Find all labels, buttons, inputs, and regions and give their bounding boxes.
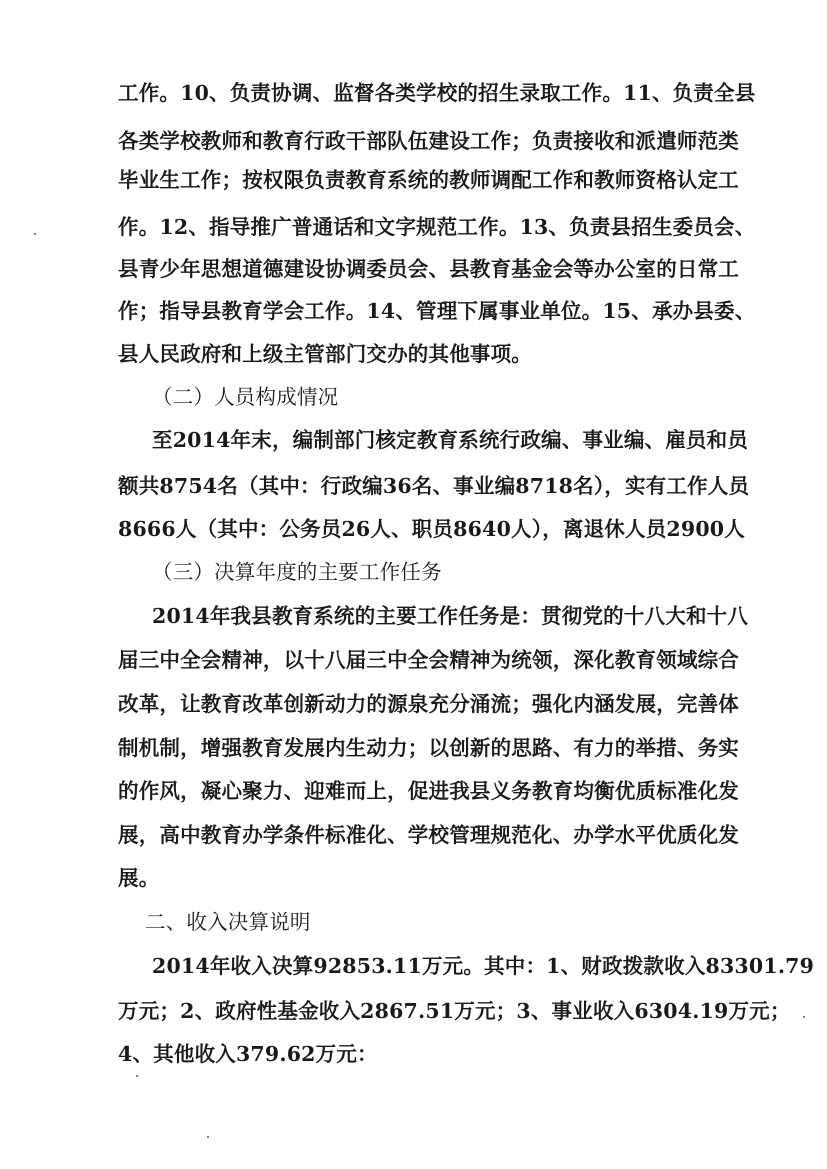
- text-line-18: 展，高中教育办学条件标准化、学校管理规范化、办学水平优质化发: [118, 823, 739, 847]
- scan-speck: [803, 1016, 805, 1018]
- text-line-10: 额共8754名（其中：行政编36名、事业编8718名），实有工作人员: [118, 474, 750, 498]
- scan-speck: [207, 1136, 209, 1138]
- section-heading-income: 二、收入决算说明: [145, 910, 311, 934]
- text-line-15: 改革，让教育改革创新动力的源泉充分涌流；强化内涵发展，完善体: [118, 692, 739, 716]
- text-line-6: 作；指导县教育学会工作。14、管理下属事业单位。15、承办县委、: [118, 299, 756, 323]
- text-line-9: 至2014年末，编制部门核定教育系统行政编、事业编、雇员和员: [152, 428, 749, 452]
- text-line-2: 各类学校教师和教育行政干部队伍建设工作；负责接收和派遣师范类: [118, 129, 739, 153]
- text-line-23: 4、其他收入379.62万元：: [118, 1042, 378, 1066]
- text-line-14: 届三中全会精神，以十八届三中全会精神为统领，深化教育领域综合: [118, 648, 739, 672]
- section-heading-staff: （二）人员构成情况: [152, 385, 339, 409]
- text-line-4: 作。12、指导推广普通话和文字规范工作。13、负责县招生委员会、: [118, 215, 756, 239]
- text-line-17: 的作风，凝心聚力、迎难而上，促进我县义务教育均衡优质标准化发: [118, 779, 739, 803]
- scan-speck: [34, 233, 36, 235]
- text-line-1: 工作。10、负责协调、监督各类学校的招生录取工作。11、负责全县: [118, 81, 756, 105]
- text-line-16: 制机制，增强教育发展内生动力；以创新的思路、有力的举措、务实: [118, 736, 739, 760]
- text-line-7: 县人民政府和上级主管部门交办的其他事项。: [118, 342, 532, 366]
- text-line-22: 万元；2、政府性基金收入2867.51万元；3、事业收入6304.19万元；: [118, 999, 791, 1023]
- text-line-5: 县青少年思想道德建设协调委员会、县教育基金会等办公室的日常工: [118, 257, 739, 281]
- scan-speck: [136, 1075, 138, 1077]
- section-heading-tasks: （三）决算年度的主要工作任务: [152, 560, 442, 584]
- text-line-3: 毕业生工作；按权限负责教育系统的教师调配工作和教师资格认定工: [118, 168, 739, 192]
- text-line-13: 2014年我县教育系统的主要工作任务是：贯彻党的十八大和十八: [152, 604, 749, 628]
- text-line-11: 8666人（其中：公务员26人、职员8640人），离退休人员2900人: [118, 517, 745, 541]
- text-line-21: 2014年收入决算92853.11万元。其中：1、财政拨款收入83301.79: [152, 954, 815, 978]
- text-line-19: 展。: [118, 866, 160, 890]
